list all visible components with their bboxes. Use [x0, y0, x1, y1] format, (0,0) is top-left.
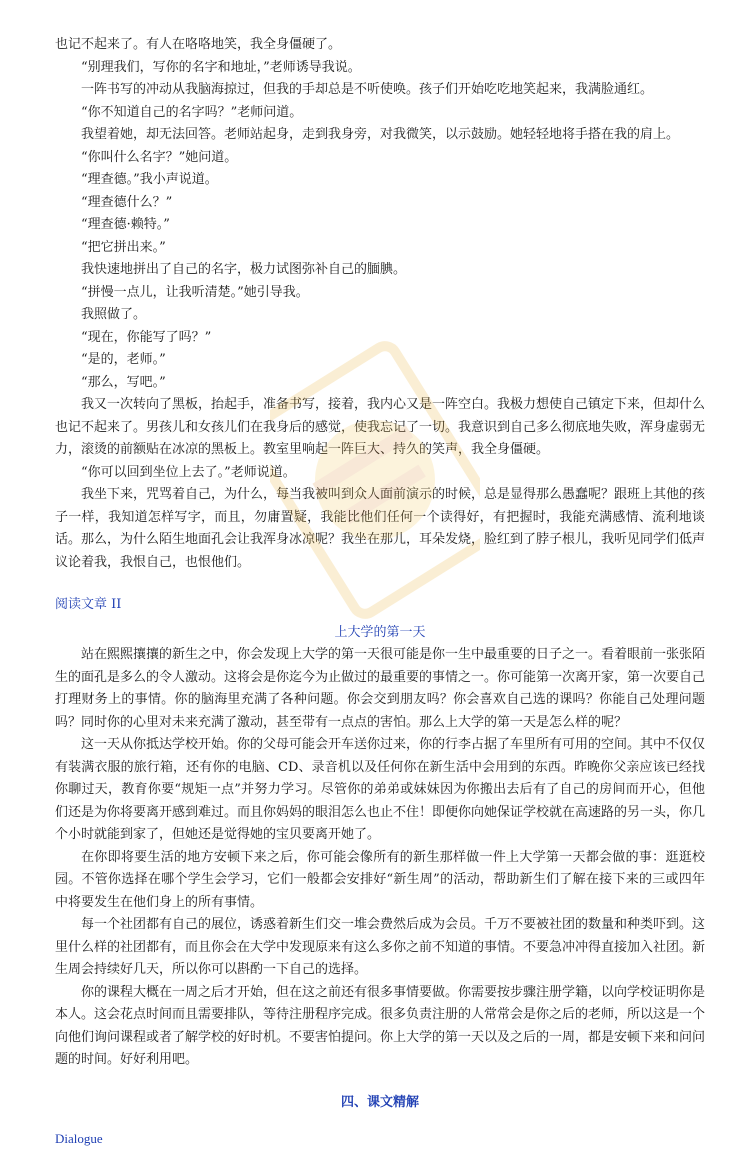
story-paragraph: 我快速地拼出了自己的名字，极力试图弥补自己的腼腆。	[81, 262, 407, 277]
document-page	[55, 34, 705, 1150]
article-body	[55, 644, 705, 1072]
section-heading: 四、课文精解	[340, 1094, 419, 1110]
story-paragraph: “是的，老师。”	[81, 352, 166, 367]
story-paragraph: “你不知道自己的名字吗？”老师问道。	[81, 104, 303, 120]
article-paragraph: 在你即将要生活的地方安顿下来之后，你可能会像所有的新生那样做一件上大学第一天都会做的事：逛逛校园。不管你选择在哪个学生会学习，它们一般都会安排好“新生周”的活动，帮助新生们了解在接下来的三或四年中将要发生在他们身上的所有事情。	[55, 849, 705, 910]
story-paragraph: “你叫什么名字？”她问道。	[81, 149, 238, 165]
article-paragraph: 这一天从你抵达学校开始。你的父母可能会开车送你过来，你的行李占据了车里所有可用的空间。其中不仅仅有装满衣服的旅行箱，还有你的电脑、CD、录音机以及任何你在新生活中会用到的东西。昨晚你父亲应该已经找你聊过天，教育你要“规矩一点”并努力学习。尽管你的弟弟或妹妹因为你搬出去后有了自己的房间而开心，但他们还是为你将要离开感到难过。而且你妈妈的眼泪怎么也止不住！即便你向她保证学校就在高速路的另一头，你几个小时就能到家了，但她还是觉得她的宝贝要离开她了。	[55, 737, 706, 842]
story-paragraph: 我坐下来，咒骂着自己，为什么，每当我被叫到众人面前演示的时候，总是显得那么愚蠢呢？跟班上其他的孩子一样，我知道怎样写字，而且，勿庸置疑，我能比他们任何一个读得好，有把握时，我能充满感情、流利地谈话。那么，为什么陌生地面孔会让我浑身冰凉呢？我坐在那儿，耳朵发烧，脸红到了脖子根儿，我听见同学们低声议论着我，我恨自己，也恨他们。	[55, 487, 706, 570]
article-paragraph: 你的课程大概在一周之后才开始，但在这之前还有很多事情要做。你需要按步骤注册学籍，以向学校证明你是本人。这会花点时间而且需要排队，等待注册程序完成。很多负责注册的人常常会是你之后的老师，所以这是一个向他们询问课程或者了解学校的好时机。不要害怕提问。你上大学的第一天以及之后的一周，都是安顿下来和问问题的时间。好好利用吧。	[55, 984, 706, 1067]
story-paragraph: 我望着她，却无法回答。老师站起身，走到我身旁，对我微笑，以示鼓励。她轻轻地将手搭在我的肩上。	[81, 127, 680, 142]
story-paragraph: “现在，你能写了吗？”	[81, 329, 212, 345]
section-label: 阅读文章 II	[55, 597, 122, 612]
article-paragraph: 站在熙熙攘攘的新生之中，你会发现上大学的第一天很可能是你一生中最重要的日子之一。看着眼前一张张陌生的面孔是多么的令人激动。这将会是你迄今为止做过的最重要的事情之一。你可能第一次离开家，第一次要自己打理财务上的事情。你的脑海里充满了各种问题。你会交到朋友吗？你会喜欢自己选的课吗？你能自己处理问题吗？同时你的心里对未来充满了激动，甚至带有一点点的害怕。那么上大学的第一天是怎么样的呢？	[55, 647, 706, 730]
story-paragraph: “拼慢一点儿，让我听清楚。”她引导我。	[81, 284, 309, 300]
story-paragraph: “那么，写吧。”	[81, 374, 166, 390]
story-paragraph: “理查德·赖特。”	[81, 217, 170, 232]
story-paragraph: 一阵书写的冲动从我脑海掠过，但我的手却总是不听使唤。孩子们开始吃吃地笑起来，我满脸通红。	[81, 82, 654, 97]
story-excerpt	[55, 34, 705, 574]
story-paragraph: 我又一次转向了黑板，抬起手，准备书写，接着，我内心又是一阵空白。我极力想使自己镇定下来，但却什么也记不起来了。男孩儿和女孩儿们在我身后的感觉，使我忘记了一切。我意识到自己多么彻底地失败，浑身虚弱无力，滚烫的前额贴在冰凉的黑板上。教室里响起一阵巨大、持久的笑声，我全身僵硬。	[55, 397, 706, 457]
article-paragraph: 每一个社团都有自己的展位，诱惑着新生们交一堆会费然后成为会员。千万不要被社团的数量和种类吓到。这里什么样的社团都有，而且你会在大学中发现原来有这么多你之前不知道的事情。不要急冲冲得直接加入社团。新生周会持续好几天，所以你可以斟酌一下自己的选择。	[55, 917, 706, 977]
dialogue-label: Dialogue	[55, 1130, 103, 1146]
story-paragraph: 也记不起来了。有人在咯咯地笑，我全身僵硬了。	[55, 37, 342, 52]
story-paragraph: “理查德。”我小声说道。	[81, 172, 218, 187]
story-paragraph: “把它拼出来。”	[81, 239, 166, 255]
story-paragraph: “你可以回到坐位上去了。”老师说道。	[81, 464, 296, 480]
article-title: 上大学的第一天	[334, 625, 426, 640]
story-paragraph: “别理我们，写你的名字和地址，”老师诱导我说。	[81, 59, 361, 75]
story-paragraph: “理查德什么？”	[81, 194, 173, 210]
story-paragraph: 我照做了。	[81, 307, 147, 322]
